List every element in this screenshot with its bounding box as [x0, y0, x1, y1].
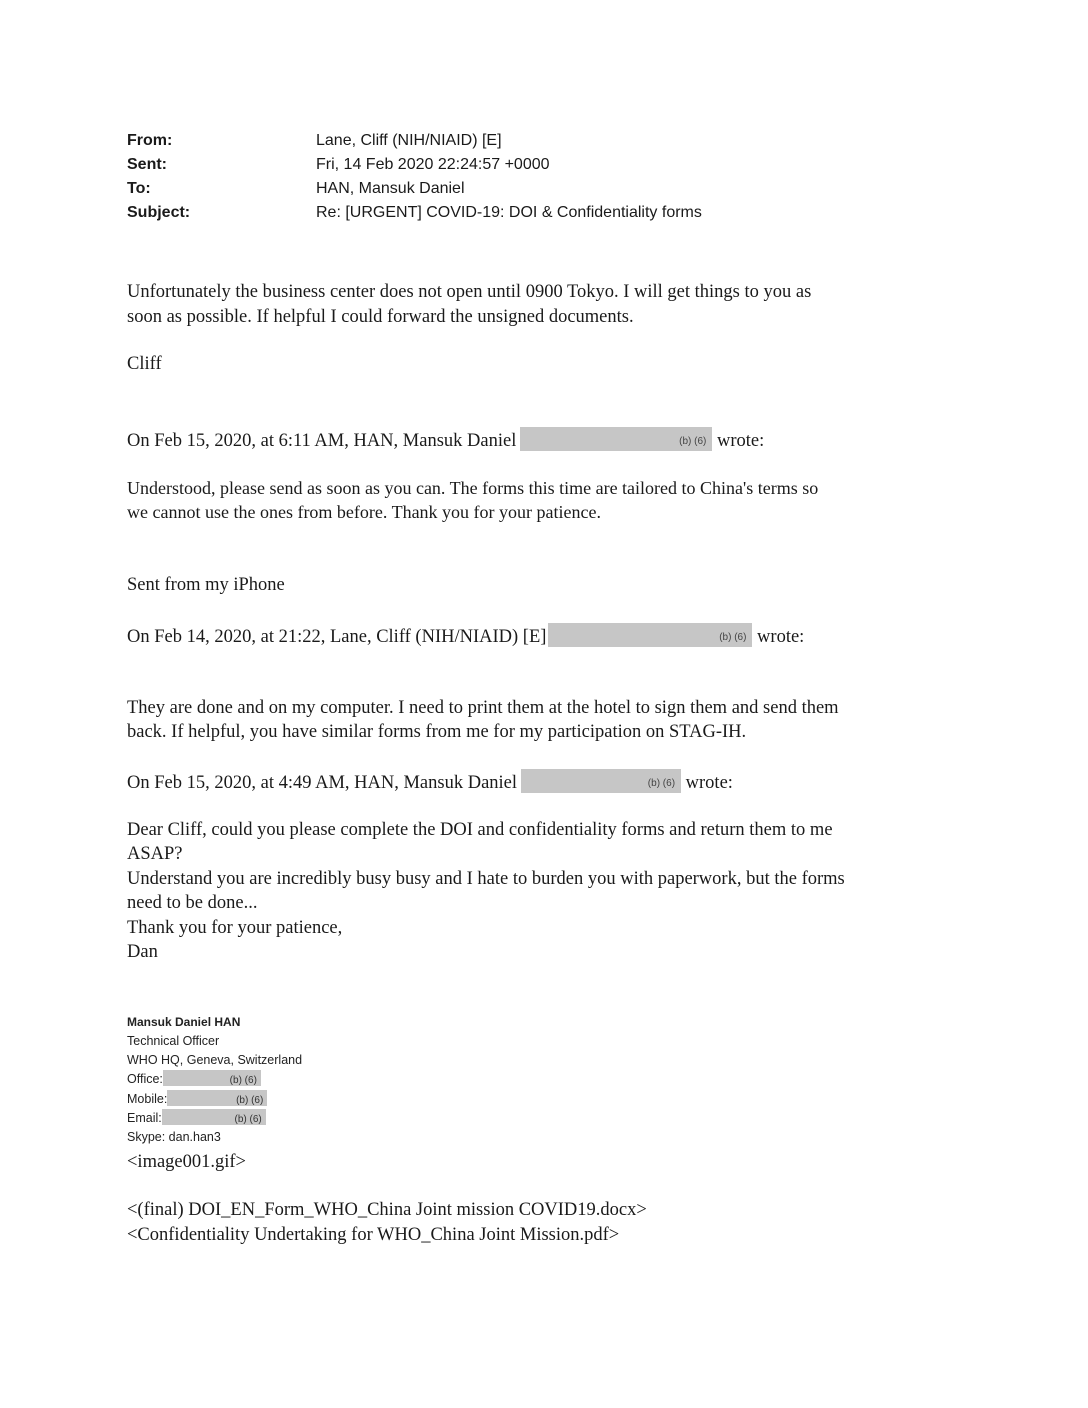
- quote-wrote: wrote:: [716, 431, 765, 451]
- quote-intro: [127, 623, 804, 649]
- redaction-code: (b) (6): [647, 778, 676, 789]
- quote-intro-text: On Feb 14, 2020, at 21:22, Lane, Cliff (NIH/NIAID) [E]: [127, 627, 547, 647]
- to-label: To:: [127, 180, 151, 197]
- email-label: Email:: [127, 1111, 162, 1125]
- message-line: They are done and on my computer. I need to print them at the hotel to sign them and send them: [127, 698, 839, 718]
- message-line: we cannot use the ones from before. Thank you for your patience.: [127, 502, 602, 522]
- redaction-box: [548, 623, 752, 647]
- message-line: Understood, please send as soon as you can. The forms this time are tailored to China's terms so: [127, 478, 819, 498]
- quote-wrote: wrote:: [757, 627, 805, 647]
- redaction-code: (b) (6): [719, 632, 747, 643]
- message-signoff: Cliff: [127, 354, 162, 374]
- message-line: Understand you are incredibly busy busy and I hate to burden you with paperwork, but the forms: [127, 869, 845, 889]
- message-line: Dan: [127, 942, 158, 962]
- attachment-docx[interactable]: <(final) DOI_EN_Form_WHO_China Joint mission COVID19.docx>: [127, 1200, 647, 1220]
- from-label: From:: [127, 132, 173, 149]
- quote-intro: [127, 769, 733, 795]
- subject-label: Subject:: [127, 204, 191, 221]
- redaction-code: (b) (6): [229, 1075, 257, 1086]
- sent-label: Sent:: [127, 156, 167, 173]
- quote-wrote: wrote:: [685, 773, 733, 793]
- quote-intro-text: On Feb 15, 2020, at 6:11 AM, HAN, Mansuk Daniel: [127, 431, 517, 451]
- subject-value: Re: [URGENT] COVID-19: DOI & Confidentiality forms: [316, 204, 702, 221]
- redaction-box: [162, 1109, 266, 1125]
- from-value: Lane, Cliff (NIH/NIAID) [E]: [316, 132, 502, 149]
- mobile-label: Mobile:: [127, 1092, 168, 1106]
- redaction-box: [521, 769, 681, 793]
- signature-title: Technical Officer: [127, 1034, 220, 1048]
- signature-office: [127, 1070, 261, 1090]
- redaction-box: [167, 1090, 267, 1106]
- message-line: Unfortunately the business center does not open until 0900 Tokyo. I will get things to you as: [127, 282, 812, 302]
- quote-intro-text: On Feb 15, 2020, at 4:49 AM, HAN, Mansuk Daniel: [127, 773, 518, 793]
- signature-skype: Skype: dan.han3: [127, 1130, 221, 1144]
- sent-value: Fri, 14 Feb 2020 22:24:57 +0000: [316, 156, 550, 173]
- message-line: Dear Cliff, could you please complete the DOI and confidentiality forms and return them to me: [127, 820, 833, 840]
- redaction-code: (b) (6): [234, 1114, 262, 1125]
- signature-email: [127, 1109, 266, 1129]
- signature-name: Mansuk Daniel HAN: [127, 1015, 241, 1029]
- sent-from-line: Sent from my iPhone: [127, 575, 285, 595]
- message-line: soon as possible. If helpful I could forward the unsigned documents.: [127, 307, 634, 327]
- attachment-pdf[interactable]: <Confidentiality Undertaking for WHO_China Joint Mission.pdf>: [127, 1225, 620, 1245]
- office-label: Office:: [127, 1072, 163, 1086]
- signature-org: WHO HQ, Geneva, Switzerland: [127, 1053, 303, 1067]
- message-line: Thank you for your patience,: [127, 918, 343, 938]
- redaction-box: [520, 427, 712, 451]
- message-line: ASAP?: [127, 844, 183, 864]
- redaction-code: (b) (6): [236, 1095, 264, 1106]
- message-line: back. If helpful, you have similar forms from me for my participation on STAG-IH.: [127, 722, 747, 742]
- signature-image-placeholder: <image001.gif>: [127, 1152, 246, 1172]
- to-value: HAN, Mansuk Daniel: [316, 180, 465, 197]
- message-line: need to be done...: [127, 893, 258, 913]
- redaction-code: (b) (6): [679, 436, 707, 447]
- redaction-box: [163, 1070, 261, 1086]
- signature-mobile: [127, 1090, 267, 1110]
- quote-intro: [127, 427, 764, 453]
